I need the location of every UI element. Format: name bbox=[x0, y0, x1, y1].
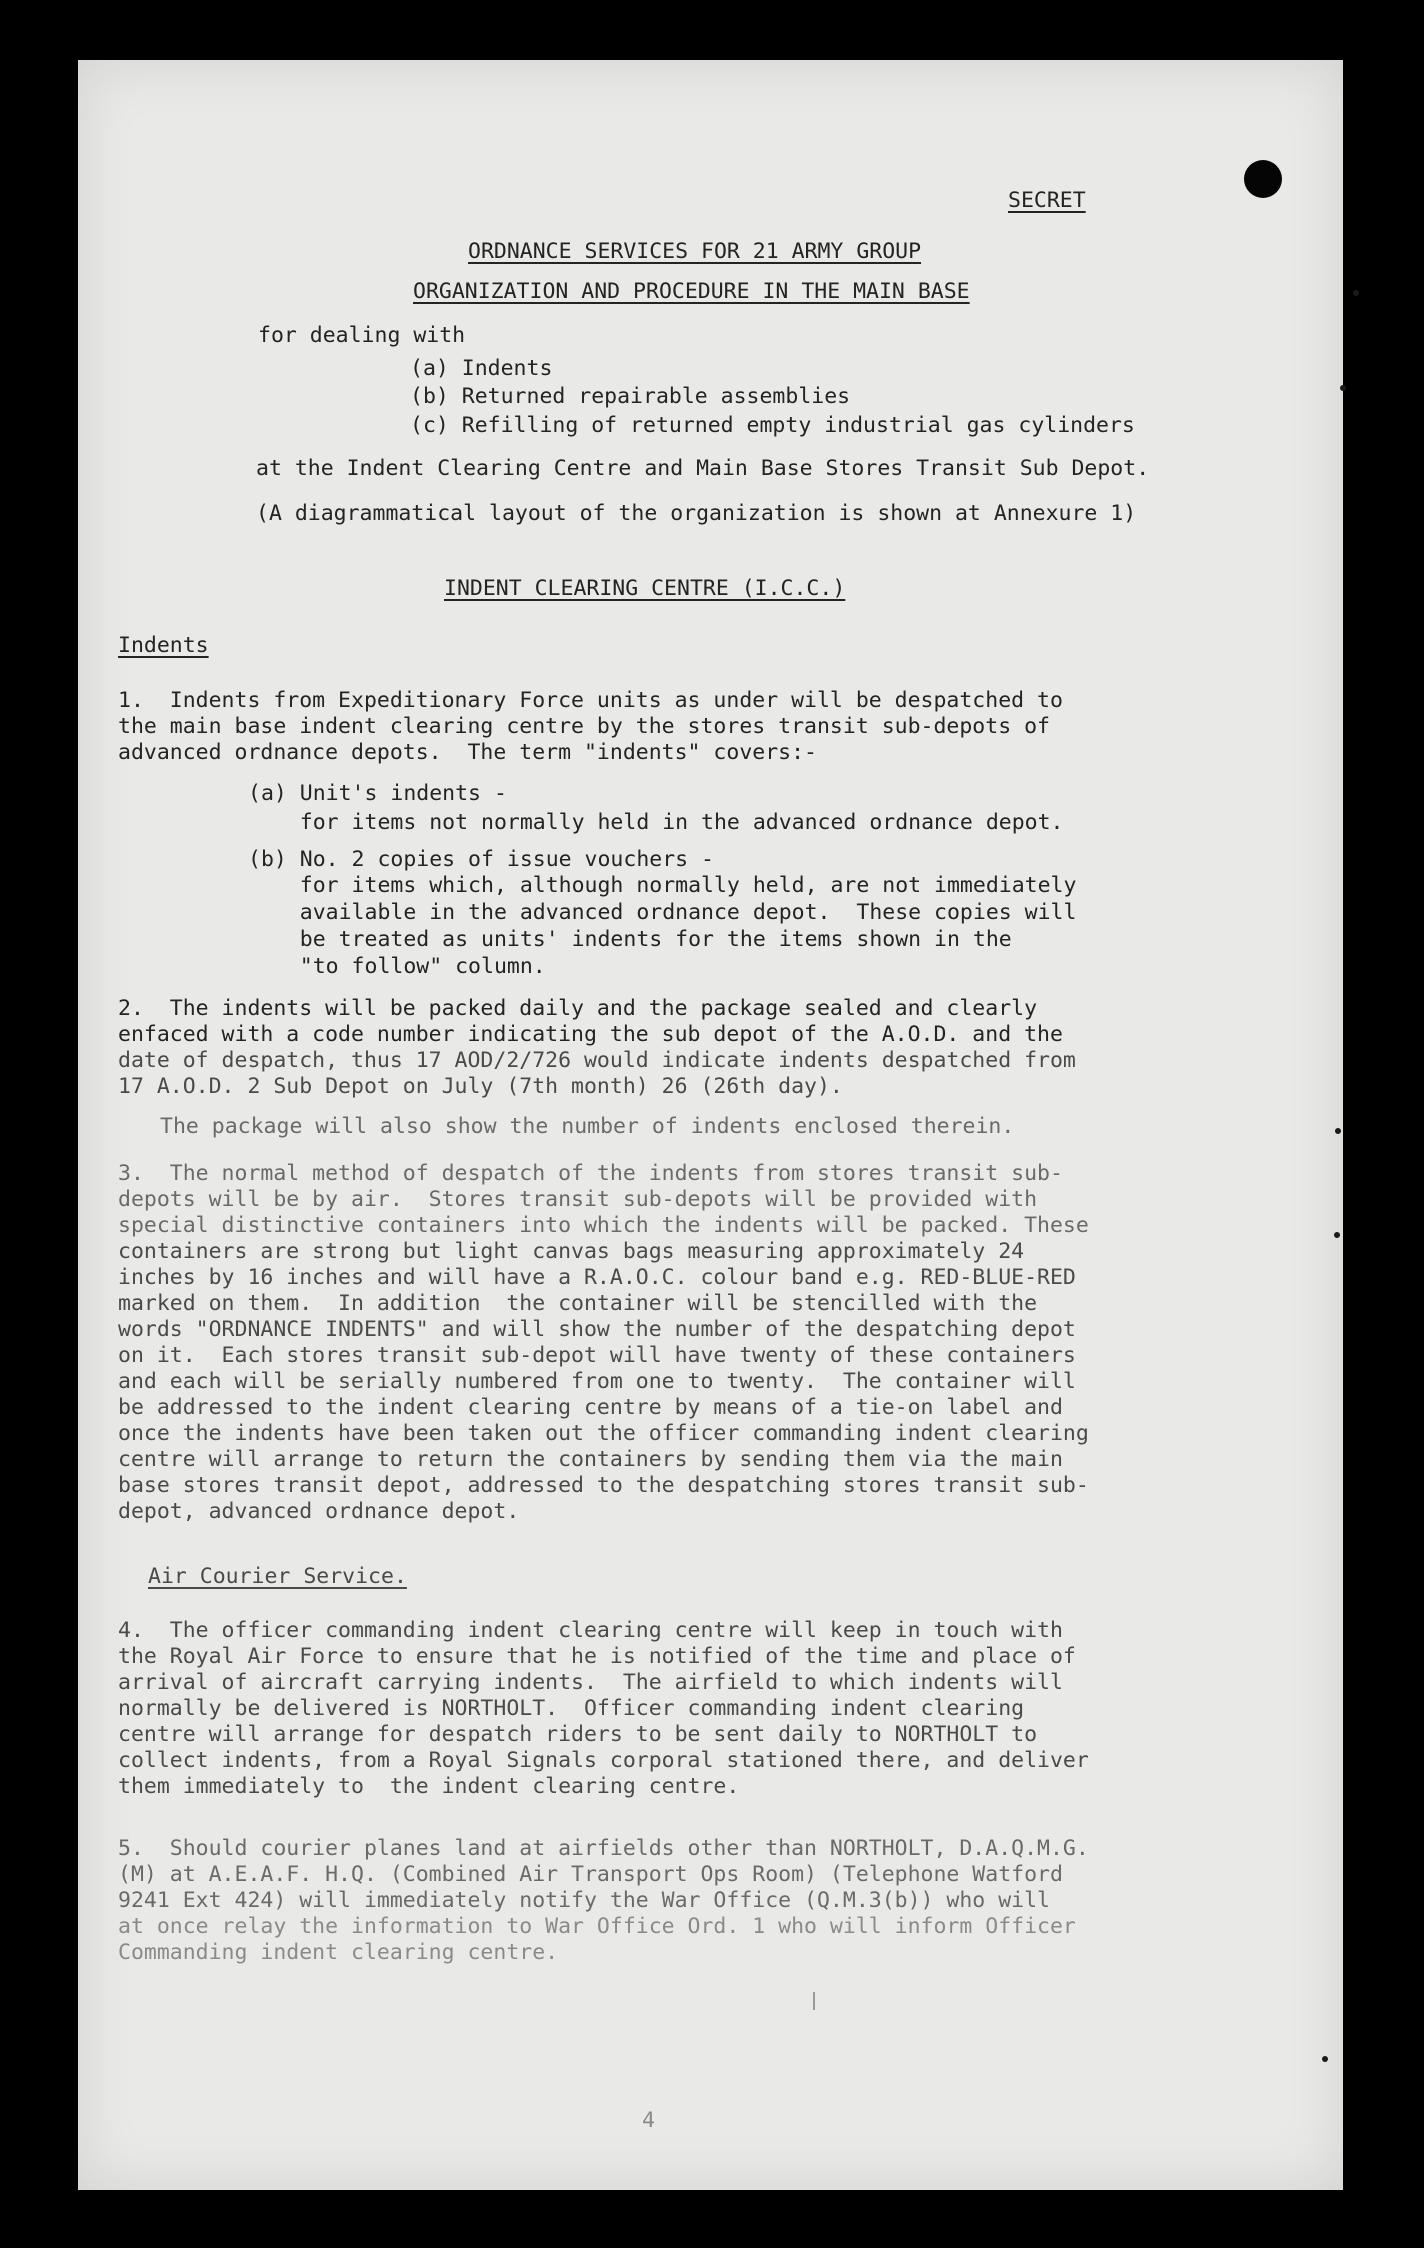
punch-mark bbox=[1353, 290, 1359, 296]
para2-line-4: 17 A.O.D. 2 Sub Depot on July (7th month) 26 (26th day). bbox=[118, 1074, 843, 1099]
para2-line-1: 2. The indents will be packed daily and the package sealed and clearly bbox=[118, 996, 1038, 1021]
para3-line-4: containers are strong but light canvas bags measuring approximately 24 bbox=[118, 1239, 1025, 1264]
para5-line-4: at once relay the information to War Office Ord. 1 who will inform Officer bbox=[118, 1914, 1076, 1939]
para1-line-2: the main base indent clearing centre by the stores transit sub-depots of bbox=[118, 714, 1050, 739]
section-heading: INDENT CLEARING CENTRE (I.C.C.) bbox=[444, 576, 846, 601]
para1-item-b-line-1: (b) No. 2 copies of issue vouchers - bbox=[248, 847, 714, 872]
sub-heading-indents: Indents bbox=[118, 633, 209, 658]
intro-item-a: (a) Indents bbox=[410, 356, 553, 381]
para3-line-12: centre will arrange to return the containers by sending them via the main bbox=[118, 1447, 1063, 1472]
para4-line-1: 4. The officer commanding indent clearing centre will keep in touch with bbox=[118, 1618, 1063, 1643]
para1-item-b-line-2: for items which, although normally held, are not immediately bbox=[248, 873, 1077, 898]
para5-line-3: 9241 Ext 424) will immediately notify the War Office (Q.M.3(b)) who will bbox=[118, 1888, 1050, 1913]
title-line-1: ORDNANCE SERVICES FOR 21 ARMY GROUP bbox=[468, 239, 922, 264]
para3-line-8: on it. Each stores transit sub-depot will have twenty of these containers bbox=[118, 1343, 1076, 1368]
para1-line-3: advanced ordnance depots. The term "indents" covers:- bbox=[118, 740, 817, 765]
para3-line-7: words "ORDNANCE INDENTS" and will show the number of the despatching depot bbox=[118, 1317, 1076, 1342]
stray-mark bbox=[813, 1992, 815, 2010]
page-number: 4 bbox=[642, 2108, 655, 2133]
para3-line-6: marked on them. In addition the container will be stencilled with the bbox=[118, 1291, 1038, 1316]
para1-line-1: 1. Indents from Expeditionary Force units as under will be despatched to bbox=[118, 688, 1063, 713]
para3-line-10: be addressed to the indent clearing centre by means of a tie-on label and bbox=[118, 1395, 1063, 1420]
para1-item-a-line-1: (a) Unit's indents - bbox=[248, 781, 507, 806]
intro-note: (A diagrammatical layout of the organization is shown at Annexure 1) bbox=[256, 501, 1137, 526]
para5-line-2: (M) at A.E.A.F. H.Q. (Combined Air Transport Ops Room) (Telephone Watford bbox=[118, 1862, 1063, 1887]
intro-lead: for dealing with bbox=[258, 323, 466, 348]
para3-line-9: and each will be serially numbered from one to twenty. The container will bbox=[118, 1369, 1076, 1394]
para1-item-a-line-2: for items not normally held in the advanced ordnance depot. bbox=[248, 810, 1064, 835]
para4-line-2: the Royal Air Force to ensure that he is notified of the time and place of bbox=[118, 1644, 1076, 1669]
para4-line-5: centre will arrange for despatch riders to be sent daily to NORTHOLT to bbox=[118, 1722, 1038, 1747]
para3-line-14: depot, advanced ordnance depot. bbox=[118, 1499, 520, 1524]
para1-item-b-line-5: "to follow" column. bbox=[248, 954, 546, 979]
para3-line-11: once the indents have been taken out the officer commanding indent clearing bbox=[118, 1421, 1089, 1446]
para3-line-13: base stores transit depot, addressed to the despatching stores transit sub- bbox=[118, 1473, 1089, 1498]
sub-heading-air-courier: Air Courier Service. bbox=[148, 1564, 407, 1589]
intro-item-c: (c) Refilling of returned empty industrial gas cylinders bbox=[410, 413, 1135, 438]
para4-line-3: arrival of aircraft carrying indents. The airfield to which indents will bbox=[118, 1670, 1063, 1695]
punch-mark bbox=[1340, 385, 1346, 391]
classification-marking: SECRET bbox=[1008, 188, 1086, 213]
punch-mark bbox=[1322, 2056, 1328, 2062]
para1-item-b-line-4: be treated as units' indents for the items shown in the bbox=[248, 927, 1012, 952]
para2-line-2: enfaced with a code number indicating the sub depot of the A.O.D. and the bbox=[118, 1022, 1063, 1047]
para5-line-5: Commanding indent clearing centre. bbox=[118, 1940, 559, 1965]
para4-line-7: them immediately to the indent clearing centre. bbox=[118, 1774, 740, 1799]
para3-line-3: special distinctive containers into which the indents will be packed. These bbox=[118, 1213, 1089, 1238]
ink-blot bbox=[1244, 160, 1282, 198]
intro-location: at the Indent Clearing Centre and Main Base Stores Transit Sub Depot. bbox=[256, 456, 1150, 481]
para3-line-5: inches by 16 inches and will have a R.A.O.C. colour band e.g. RED-BLUE-RED bbox=[118, 1265, 1076, 1290]
para1-item-b-line-3: available in the advanced ordnance depot. These copies will bbox=[248, 900, 1077, 925]
para2-line-3: date of despatch, thus 17 AOD/2/726 would indicate indents despatched from bbox=[118, 1048, 1076, 1073]
para3-line-1: 3. The normal method of despatch of the indents from stores transit sub- bbox=[118, 1161, 1063, 1186]
document-page bbox=[78, 60, 1343, 2190]
para2-note: The package will also show the number of indents enclosed therein. bbox=[160, 1114, 1015, 1139]
punch-mark bbox=[1334, 1232, 1340, 1238]
title-line-2: ORGANIZATION AND PROCEDURE IN THE MAIN BASE bbox=[413, 279, 970, 304]
para4-line-6: collect indents, from a Royal Signals corporal stationed there, and deliver bbox=[118, 1748, 1089, 1773]
para5-line-1: 5. Should courier planes land at airfields other than NORTHOLT, D.A.Q.M.G. bbox=[118, 1836, 1089, 1861]
punch-mark bbox=[1335, 1128, 1341, 1134]
intro-item-b: (b) Returned repairable assemblies bbox=[410, 384, 851, 409]
para4-line-4: normally be delivered is NORTHOLT. Officer commanding indent clearing bbox=[118, 1696, 1025, 1721]
para3-line-2: depots will be by air. Stores transit sub-depots will be provided with bbox=[118, 1187, 1038, 1212]
